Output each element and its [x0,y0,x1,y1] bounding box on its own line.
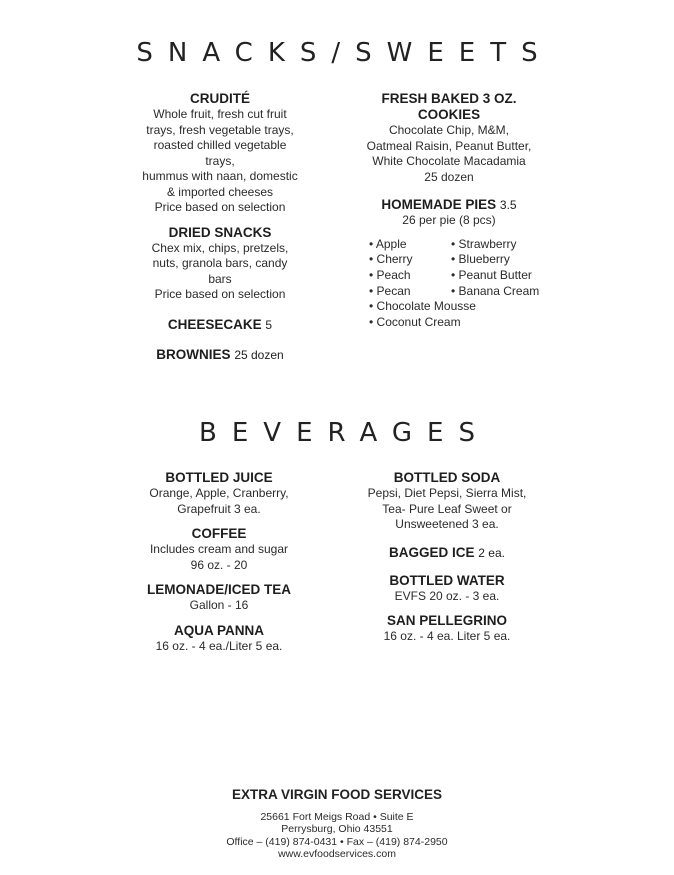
item-description: Chex mix, chips, pretzels, nuts, granola bars, candy bars Price based on selection [151,240,289,301]
item-name: BOTTLED WATER [389,572,505,588]
item-description: 26 per pie (8 pcs) [402,213,496,227]
item-description: Includes cream and sugar 96 oz. - 20 [149,542,289,572]
item-price: 3.5 [499,198,517,212]
item-description: Whole fruit, fresh cut fruit trays, fresh vegetable trays, roasted chilled vegetable trays, hummus with naan, domestic & imported cheeses Price based on selection [142,107,298,214]
menu-item-homemade-pies [354,197,544,331]
address-line-2: Perrysburg, Ohio 43551 [281,823,393,835]
item-name: CHEESECAKE 5 [167,316,273,332]
pie-flavor: • Banana Cream [451,283,540,298]
snacks-left-column [140,91,300,372]
menu-item-coffee [126,526,312,573]
pie-flavors-list [369,237,544,331]
item-name: BROWNIES 25 dozen [156,346,284,362]
item-description: Orange, Apple, Cranberry, Grapefruit 3 ea. [149,486,289,516]
pie-flavor: • Cherry [369,252,413,267]
menu-item-cookies [354,91,544,185]
menu-item-bagged-ice [342,545,552,561]
pie-flavor: • Peanut Butter [451,267,532,282]
item-name: HOMEMADE PIES 3.5 [381,197,517,212]
item-description: 16 oz. - 4 ea. Liter 5 ea. [383,629,511,643]
item-name: SAN PELLEGRINO [386,613,507,628]
item-name: LEMONADE/ICED TEA [146,582,291,597]
pie-flavor: • Blueberry [451,252,510,267]
menu-item-crudite [140,91,300,216]
snacks-sweets-heading: SNACKS/SWEETS [136,38,553,68]
beverages-right-column [342,470,552,654]
pie-flavor: • Chocolate Mousse [369,299,476,314]
item-price: 5 [265,317,273,332]
beverages-left-column [126,470,312,663]
item-price: 2 ea. [478,545,505,560]
menu-item-cheesecake [140,317,300,333]
phone-fax: Office – (419) 874-0431 • Fax – (419) 874-2950 [226,835,448,848]
beverages-heading: BEVERAGES [199,418,490,448]
pie-flavor: • Coconut Cream [369,315,461,330]
pie-flavor: • Strawberry [451,236,517,251]
item-name: AQUA PANNA [174,622,264,638]
menu-item-brownies [140,347,300,363]
item-name: COFFEE [191,526,247,541]
menu-item-bottled-water [342,573,552,605]
item-description: EVFS 20 oz. - 3 ea. [394,588,500,603]
pie-flavor: • Apple [369,236,407,251]
snacks-right-column [354,91,544,340]
item-name: CRUDITÉ [190,91,250,106]
item-name: BOTTLED JUICE [165,470,273,485]
menu-item-san-pellegrino [342,613,552,645]
item-description: Chocolate Chip, M&M, Oatmeal Raisin, Peanut Butter, White Chocolate Macadamia 25 dozen [366,123,532,184]
item-name: FRESH BAKED 3 OZ. COOKIES [381,91,517,122]
item-name: DRIED SNACKS [168,224,272,240]
pie-flavor: • Peach [369,267,411,282]
item-description: Pepsi, Diet Pepsi, Sierra Mist, Tea- Pure Leaf Sweet or Unsweetened 3 ea. [367,486,527,531]
item-price: 25 dozen [234,347,284,362]
menu-item-aqua-panna [126,623,312,655]
menu-item-lemonade-iced-tea [126,582,312,614]
company-name: EXTRA VIRGIN FOOD SERVICES [231,787,443,802]
menu-item-dried-snacks [140,225,300,303]
address-line-1: 25661 Fort Meigs Road • Suite E [260,810,414,823]
item-description: 16 oz. - 4 ea./Liter 5 ea. [155,638,283,653]
menu-item-bottled-juice [126,470,312,517]
pie-flavor: • Pecan [369,283,411,298]
menu-item-bottled-soda [342,470,552,533]
item-name: BAGGED ICE 2 ea. [389,544,505,560]
company-footer [0,789,674,861]
item-description: Gallon - 16 [189,598,249,612]
item-name: BOTTLED SODA [393,470,501,485]
website-link[interactable]: www.evfoodservices.com [278,848,396,860]
